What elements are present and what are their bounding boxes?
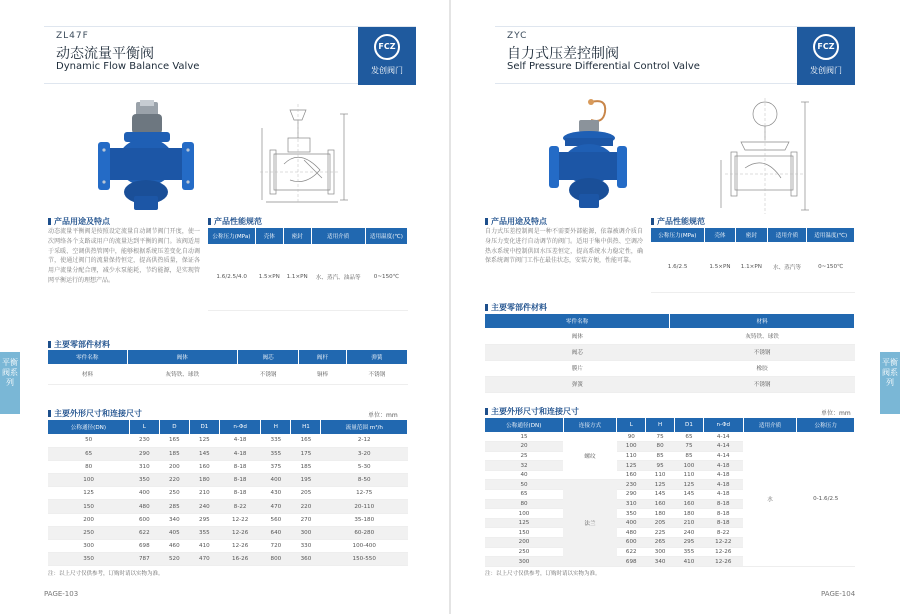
left-side-tab: 平衡阀系列 <box>0 352 20 414</box>
mat-col-2: 阀芯 <box>238 350 299 364</box>
dim-cell: 220 <box>291 500 321 513</box>
dim-cell: 285 <box>159 500 189 513</box>
mat-cell: 不锈钢 <box>670 344 855 360</box>
dim-cell: 25 <box>485 451 563 461</box>
dim-cell: 340 <box>159 513 189 526</box>
dim-cell: 4-18 <box>219 447 260 460</box>
right-header <box>495 26 855 84</box>
dim-cell: 15 <box>485 432 563 442</box>
table-row <box>485 432 855 442</box>
dim-cell: 100 <box>485 509 563 519</box>
dim-cell: 4-18 <box>703 461 743 471</box>
dim-cell: 125 <box>48 487 129 500</box>
dim-cell: 150 <box>48 500 129 513</box>
table-row <box>48 553 408 566</box>
dim-cell: 12-26 <box>703 547 743 557</box>
table-row <box>485 360 855 376</box>
dim-cell: 85 <box>675 451 704 461</box>
dim-cell: 698 <box>617 557 646 567</box>
table-row <box>48 434 408 447</box>
dim-cell: 180 <box>675 509 704 519</box>
dim-cell: 100-400 <box>321 540 408 553</box>
dim-cell: 300 <box>646 547 675 557</box>
dim-cell: 410 <box>675 557 704 567</box>
dim-col-3: D1 <box>189 420 219 434</box>
left-header <box>44 26 416 84</box>
dim-cell: 300 <box>485 557 563 567</box>
dim-cell: 85 <box>646 451 675 461</box>
left-title-en: Dynamic Flow Balance Valve <box>56 61 200 72</box>
dim-cell: 405 <box>159 526 189 539</box>
dim-cell: 355 <box>189 526 219 539</box>
dim-cell: 16-26 <box>219 553 260 566</box>
dim-cell: 4-14 <box>703 451 743 461</box>
mat-cell: 阀芯 <box>485 344 670 360</box>
dim-cell: 8-22 <box>703 528 743 538</box>
dim-cell: 250 <box>159 487 189 500</box>
dim-cell: 4-18 <box>703 490 743 500</box>
right-uses-text: 自力式压差控制阀是一种不需要外部能源，依靠被调介质自身压力变化进行自动调节的阀门。适用于集中供热、空调冷热水系统中控制供回水压差恒定，提高系统水力稳定性，确保系统调节阀门工作在最佳状态，安装方便，性能可靠。 <box>485 228 643 265</box>
right-logo-text: 发创阀门 <box>810 66 842 75</box>
right-mat-table <box>485 314 855 393</box>
pressure-valve-photo <box>547 98 629 210</box>
dim-cell: 185 <box>291 460 321 473</box>
conn-flange-cell: 法兰 <box>563 480 617 566</box>
perf-col-1: 壳体 <box>255 228 283 244</box>
left-mat-heading: 主要零部件材料 <box>48 339 110 350</box>
perf-col-4: 适用温度(℃) <box>365 228 407 244</box>
left-perf-table <box>208 228 408 311</box>
rperf-col-2: 密封 <box>736 228 767 242</box>
dim-cell: 270 <box>291 513 321 526</box>
rperf-cell-2: 1.1×PN <box>736 242 767 292</box>
left-logo-text: 发创阀门 <box>371 66 403 75</box>
perf-cell-0: 1.6/2.5/4.0 <box>208 244 255 310</box>
dim-cell: 250 <box>485 547 563 557</box>
pressure-valve-drawing <box>711 98 811 218</box>
mat-cell: 弹簧 <box>485 376 670 392</box>
dim-col-6: H1 <box>291 420 321 434</box>
dim-cell: 8-18 <box>703 499 743 509</box>
left-dim-table <box>48 420 408 566</box>
dim-cell: 400 <box>261 474 291 487</box>
dim-cell: 220 <box>159 474 189 487</box>
dim-cell: 480 <box>129 500 159 513</box>
dim-cell: 145 <box>189 447 219 460</box>
rperf-cell-3: 水、蒸汽等 <box>767 242 807 292</box>
rdim-col-0: 公称通径(DN) <box>485 418 563 432</box>
dim-cell: 205 <box>646 518 675 528</box>
dim-cell: 50 <box>485 480 563 490</box>
dim-cell: 410 <box>189 540 219 553</box>
right-logo-badge: FCZ <box>813 34 839 60</box>
dim-cell: 360 <box>291 553 321 566</box>
dim-cell: 65 <box>48 447 129 460</box>
dim-cell: 560 <box>261 513 291 526</box>
dim-cell: 160 <box>675 499 704 509</box>
right-perf-heading: 产品性能规范 <box>651 216 705 227</box>
dim-cell: 4-18 <box>219 434 260 447</box>
dim-cell: 350 <box>617 509 646 519</box>
dim-cell: 4-18 <box>703 470 743 480</box>
mat-col-4: 弹簧 <box>346 350 407 364</box>
right-model-code: ZYC <box>507 31 528 41</box>
dim-cell: 12-26 <box>219 540 260 553</box>
dim-cell: 600 <box>129 513 159 526</box>
dim-cell: 20-110 <box>321 500 408 513</box>
dim-cell: 110 <box>675 470 704 480</box>
rperf-col-4: 适用温度(℃) <box>807 228 855 242</box>
dim-cell: 150 <box>485 528 563 538</box>
right-dim-heading: 主要外形尺寸和连接尺寸 <box>485 406 579 417</box>
right-title-cn: 自力式压差控制阀 <box>507 46 619 62</box>
dim-cell: 290 <box>617 490 646 500</box>
dim-cell: 787 <box>129 553 159 566</box>
dim-cell: 600 <box>617 538 646 548</box>
right-page <box>451 0 900 614</box>
dim-cell: 75 <box>675 442 704 452</box>
dim-cell: 300 <box>291 526 321 539</box>
dim-cell: 12-22 <box>219 513 260 526</box>
dim-cell: 400 <box>617 518 646 528</box>
left-unit: 单位：mm <box>368 412 398 419</box>
dim-cell: 160 <box>617 470 646 480</box>
table-row <box>485 328 855 344</box>
dim-cell: 110 <box>617 451 646 461</box>
rdim-col-6: 适用介质 <box>743 418 797 432</box>
dim-cell: 230 <box>617 480 646 490</box>
perf-cell-1: 1.5×PN <box>255 244 283 310</box>
left-title-cn: 动态流量平衡阀 <box>56 46 154 62</box>
dim-cell: 340 <box>646 557 675 567</box>
rdim-col-4: D1 <box>675 418 704 432</box>
perf-cell-4: 0~150℃ <box>365 244 407 310</box>
dim-cell: 150-550 <box>321 553 408 566</box>
dim-cell: 8-18 <box>703 509 743 519</box>
dim-cell: 240 <box>189 500 219 513</box>
left-page <box>0 0 449 614</box>
mat-cell: 橡胶 <box>670 360 855 376</box>
dim-cell: 8-22 <box>219 500 260 513</box>
left-logo-badge: FCZ <box>374 34 400 60</box>
dim-cell: 200 <box>48 513 129 526</box>
dim-cell: 250 <box>48 526 129 539</box>
left-perf-heading: 产品性能规范 <box>208 216 262 227</box>
dim-cell: 355 <box>675 547 704 557</box>
dim-cell: 295 <box>675 538 704 548</box>
mat-cell: 不锈钢 <box>670 376 855 392</box>
table-row <box>48 447 408 460</box>
rmat-col-0: 零件名称 <box>485 314 670 328</box>
dim-cell: 50 <box>48 434 129 447</box>
dim-cell: 8-18 <box>219 460 260 473</box>
perf-cell-2: 1.1×PN <box>283 244 311 310</box>
dim-cell: 160 <box>189 460 219 473</box>
balance-valve-drawing <box>260 104 360 208</box>
conn-thread-cell: 螺纹 <box>563 432 617 480</box>
right-note: 注：以上尺寸仅供参考，订购时请以实物为准。 <box>485 571 601 577</box>
dim-cell: 520 <box>159 553 189 566</box>
dim-cell: 90 <box>617 432 646 442</box>
right-title-en: Self Pressure Differential Control Valve <box>507 61 700 72</box>
right-unit: 单位：mm <box>821 410 851 417</box>
dim-cell: 100 <box>617 442 646 452</box>
dim-cell: 125 <box>646 480 675 490</box>
dim-cell: 12-75 <box>321 487 408 500</box>
dim-col-5: H <box>261 420 291 434</box>
dim-cell: 145 <box>646 490 675 500</box>
dim-cell: 2-12 <box>321 434 408 447</box>
rdim-col-7: 公称压力 <box>797 418 855 432</box>
left-mat-table <box>48 350 408 385</box>
left-logo <box>358 27 416 85</box>
left-note: 注：以上尺寸仅供参考，订购时请以实物为准。 <box>48 571 164 577</box>
table-row <box>485 344 855 360</box>
dim-col-2: D <box>159 420 189 434</box>
dim-cell: 185 <box>159 447 189 460</box>
dim-cell: 290 <box>129 447 159 460</box>
dim-cell: 470 <box>261 500 291 513</box>
table-row <box>48 474 408 487</box>
mat-col-3: 阀杆 <box>299 350 347 364</box>
dim-cell: 310 <box>617 499 646 509</box>
right-dim-table <box>485 418 855 567</box>
dim-cell: 460 <box>159 540 189 553</box>
mat-cell-1: 灰铸铁、球铁 <box>127 364 237 384</box>
right-logo <box>797 27 855 85</box>
dim-cell: 125 <box>617 461 646 471</box>
dim-cell: 80 <box>48 460 129 473</box>
dim-cell: 12-22 <box>703 538 743 548</box>
dim-cell: 125 <box>675 480 704 490</box>
dim-cell: 330 <box>291 540 321 553</box>
left-page-number: PAGE-103 <box>44 590 79 598</box>
right-uses-heading: 产品用途及特点 <box>485 216 547 227</box>
dim-col-7: 流量范围 m³/h <box>321 420 408 434</box>
dim-cell: 195 <box>291 474 321 487</box>
mat-cell-4: 不锈钢 <box>346 364 407 384</box>
dim-cell: 8-18 <box>703 518 743 528</box>
dim-cell: 470 <box>189 553 219 566</box>
dim-cell: 698 <box>129 540 159 553</box>
dim-cell: 100 <box>48 474 129 487</box>
dim-cell: 622 <box>129 526 159 539</box>
dim-cell: 4-14 <box>703 432 743 442</box>
dim-cell: 60-280 <box>321 526 408 539</box>
dim-cell: 40 <box>485 470 563 480</box>
dim-cell: 180 <box>189 474 219 487</box>
dim-cell: 230 <box>129 434 159 447</box>
dim-cell: 640 <box>261 526 291 539</box>
dim-cell: 210 <box>189 487 219 500</box>
dim-cell: 32 <box>485 461 563 471</box>
dim-cell: 295 <box>189 513 219 526</box>
dim-cell: 65 <box>675 432 704 442</box>
rdim-col-5: n-Φd <box>703 418 743 432</box>
dim-cell: 265 <box>646 538 675 548</box>
dim-cell: 8-18 <box>219 487 260 500</box>
left-model-code: ZL47F <box>56 31 89 41</box>
dim-col-4: n-Φd <box>219 420 260 434</box>
dim-cell: 4-18 <box>703 480 743 490</box>
dim-cell: 80 <box>485 499 563 509</box>
dim-cell: 5-30 <box>321 460 408 473</box>
right-page-number: PAGE-104 <box>821 590 856 598</box>
dim-cell: 400 <box>129 487 159 500</box>
dim-cell: 300 <box>48 540 129 553</box>
dim-cell: 335 <box>261 434 291 447</box>
mat-cell-0: 材料 <box>48 364 127 384</box>
dim-cell: 165 <box>291 434 321 447</box>
rdim-col-1: 连接方式 <box>563 418 617 432</box>
right-perf-table <box>651 228 855 293</box>
table-row <box>48 513 408 526</box>
dim-cell: 165 <box>159 434 189 447</box>
dim-cell: 430 <box>261 487 291 500</box>
dim-cell: 350 <box>129 474 159 487</box>
mat-col-0: 零件名称 <box>48 350 127 364</box>
left-uses-text: 动态流量平衡阀是按照设定流量自动调节阀门开度，使一次网络各个支路或用户的流量达到平衡的阀门。该阀适用于采暖、空调供热管网中，能够根据系统压差变化自动调节，使通过阀门的流量保持恒定，提高供热质量，保证各用户流量分配合理，减少水泵能耗，节约能源，是实现管网平衡运行的理想产品。 <box>48 228 200 284</box>
dim-cell: 12-26 <box>219 526 260 539</box>
right-mat-heading: 主要零部件材料 <box>485 302 547 313</box>
dim-cell: 110 <box>646 470 675 480</box>
table-row <box>48 540 408 553</box>
dim-cell: 80 <box>646 442 675 452</box>
mat-cell: 阀体 <box>485 328 670 344</box>
medium-cell: 水 <box>743 432 797 566</box>
perf-col-2: 密封 <box>283 228 311 244</box>
mat-cell-2: 不锈钢 <box>238 364 299 384</box>
dim-cell: 375 <box>261 460 291 473</box>
dim-cell: 225 <box>646 528 675 538</box>
dim-cell: 95 <box>646 461 675 471</box>
perf-col-0: 公称压力(MPa) <box>208 228 255 244</box>
dim-cell: 8-50 <box>321 474 408 487</box>
dim-cell: 205 <box>291 487 321 500</box>
dim-cell: 125 <box>485 518 563 528</box>
dim-cell: 175 <box>291 447 321 460</box>
dim-cell: 125 <box>189 434 219 447</box>
mat-cell-3: 铜棒 <box>299 364 347 384</box>
rperf-col-1: 壳体 <box>704 228 735 242</box>
mat-cell: 灰铸铁、球铁 <box>670 328 855 344</box>
dim-cell: 4-14 <box>703 442 743 452</box>
dim-col-1: L <box>129 420 159 434</box>
dim-cell: 240 <box>675 528 704 538</box>
dim-cell: 210 <box>675 518 704 528</box>
perf-cell-3: 水、蒸汽、油品等 <box>311 244 365 310</box>
dim-cell: 20 <box>485 442 563 452</box>
left-dim-heading: 主要外形尺寸和连接尺寸 <box>48 408 142 419</box>
mat-col-1: 阀体 <box>127 350 237 364</box>
dim-cell: 720 <box>261 540 291 553</box>
dim-cell: 200 <box>159 460 189 473</box>
rperf-cell-4: 0~150℃ <box>807 242 855 292</box>
right-side-tab: 平衡阀系列 <box>880 352 900 414</box>
rperf-col-0: 公称压力(MPa) <box>651 228 704 242</box>
mat-cell: 膜片 <box>485 360 670 376</box>
dim-cell: 200 <box>485 538 563 548</box>
rperf-col-3: 适用介质 <box>767 228 807 242</box>
dim-cell: 800 <box>261 553 291 566</box>
dim-cell: 8-18 <box>219 474 260 487</box>
table-row <box>48 460 408 473</box>
dim-cell: 310 <box>129 460 159 473</box>
dim-cell: 622 <box>617 547 646 557</box>
table-row <box>48 500 408 513</box>
dim-cell: 35-180 <box>321 513 408 526</box>
table-row <box>48 487 408 500</box>
dim-cell: 12-26 <box>703 557 743 567</box>
dim-cell: 100 <box>675 461 704 471</box>
pressure-cell: 0-1.6/2.5 <box>797 432 855 566</box>
rperf-cell-0: 1.6/2.5 <box>651 242 704 292</box>
left-uses-heading: 产品用途及特点 <box>48 216 110 227</box>
dim-cell: 65 <box>485 490 563 500</box>
perf-col-3: 适用介质 <box>311 228 365 244</box>
dim-cell: 75 <box>646 432 675 442</box>
dim-cell: 3-20 <box>321 447 408 460</box>
dim-cell: 350 <box>48 553 129 566</box>
balance-valve-photo <box>96 100 196 212</box>
rperf-cell-1: 1.5×PN <box>704 242 735 292</box>
rdim-col-3: H <box>646 418 675 432</box>
rdim-col-2: L <box>617 418 646 432</box>
dim-col-0: 公称通径(DN) <box>48 420 129 434</box>
dim-cell: 180 <box>646 509 675 519</box>
table-row <box>48 526 408 539</box>
table-row <box>485 376 855 392</box>
dim-cell: 160 <box>646 499 675 509</box>
dim-cell: 145 <box>675 490 704 500</box>
dim-cell: 355 <box>261 447 291 460</box>
rmat-col-1: 材料 <box>670 314 855 328</box>
dim-cell: 480 <box>617 528 646 538</box>
